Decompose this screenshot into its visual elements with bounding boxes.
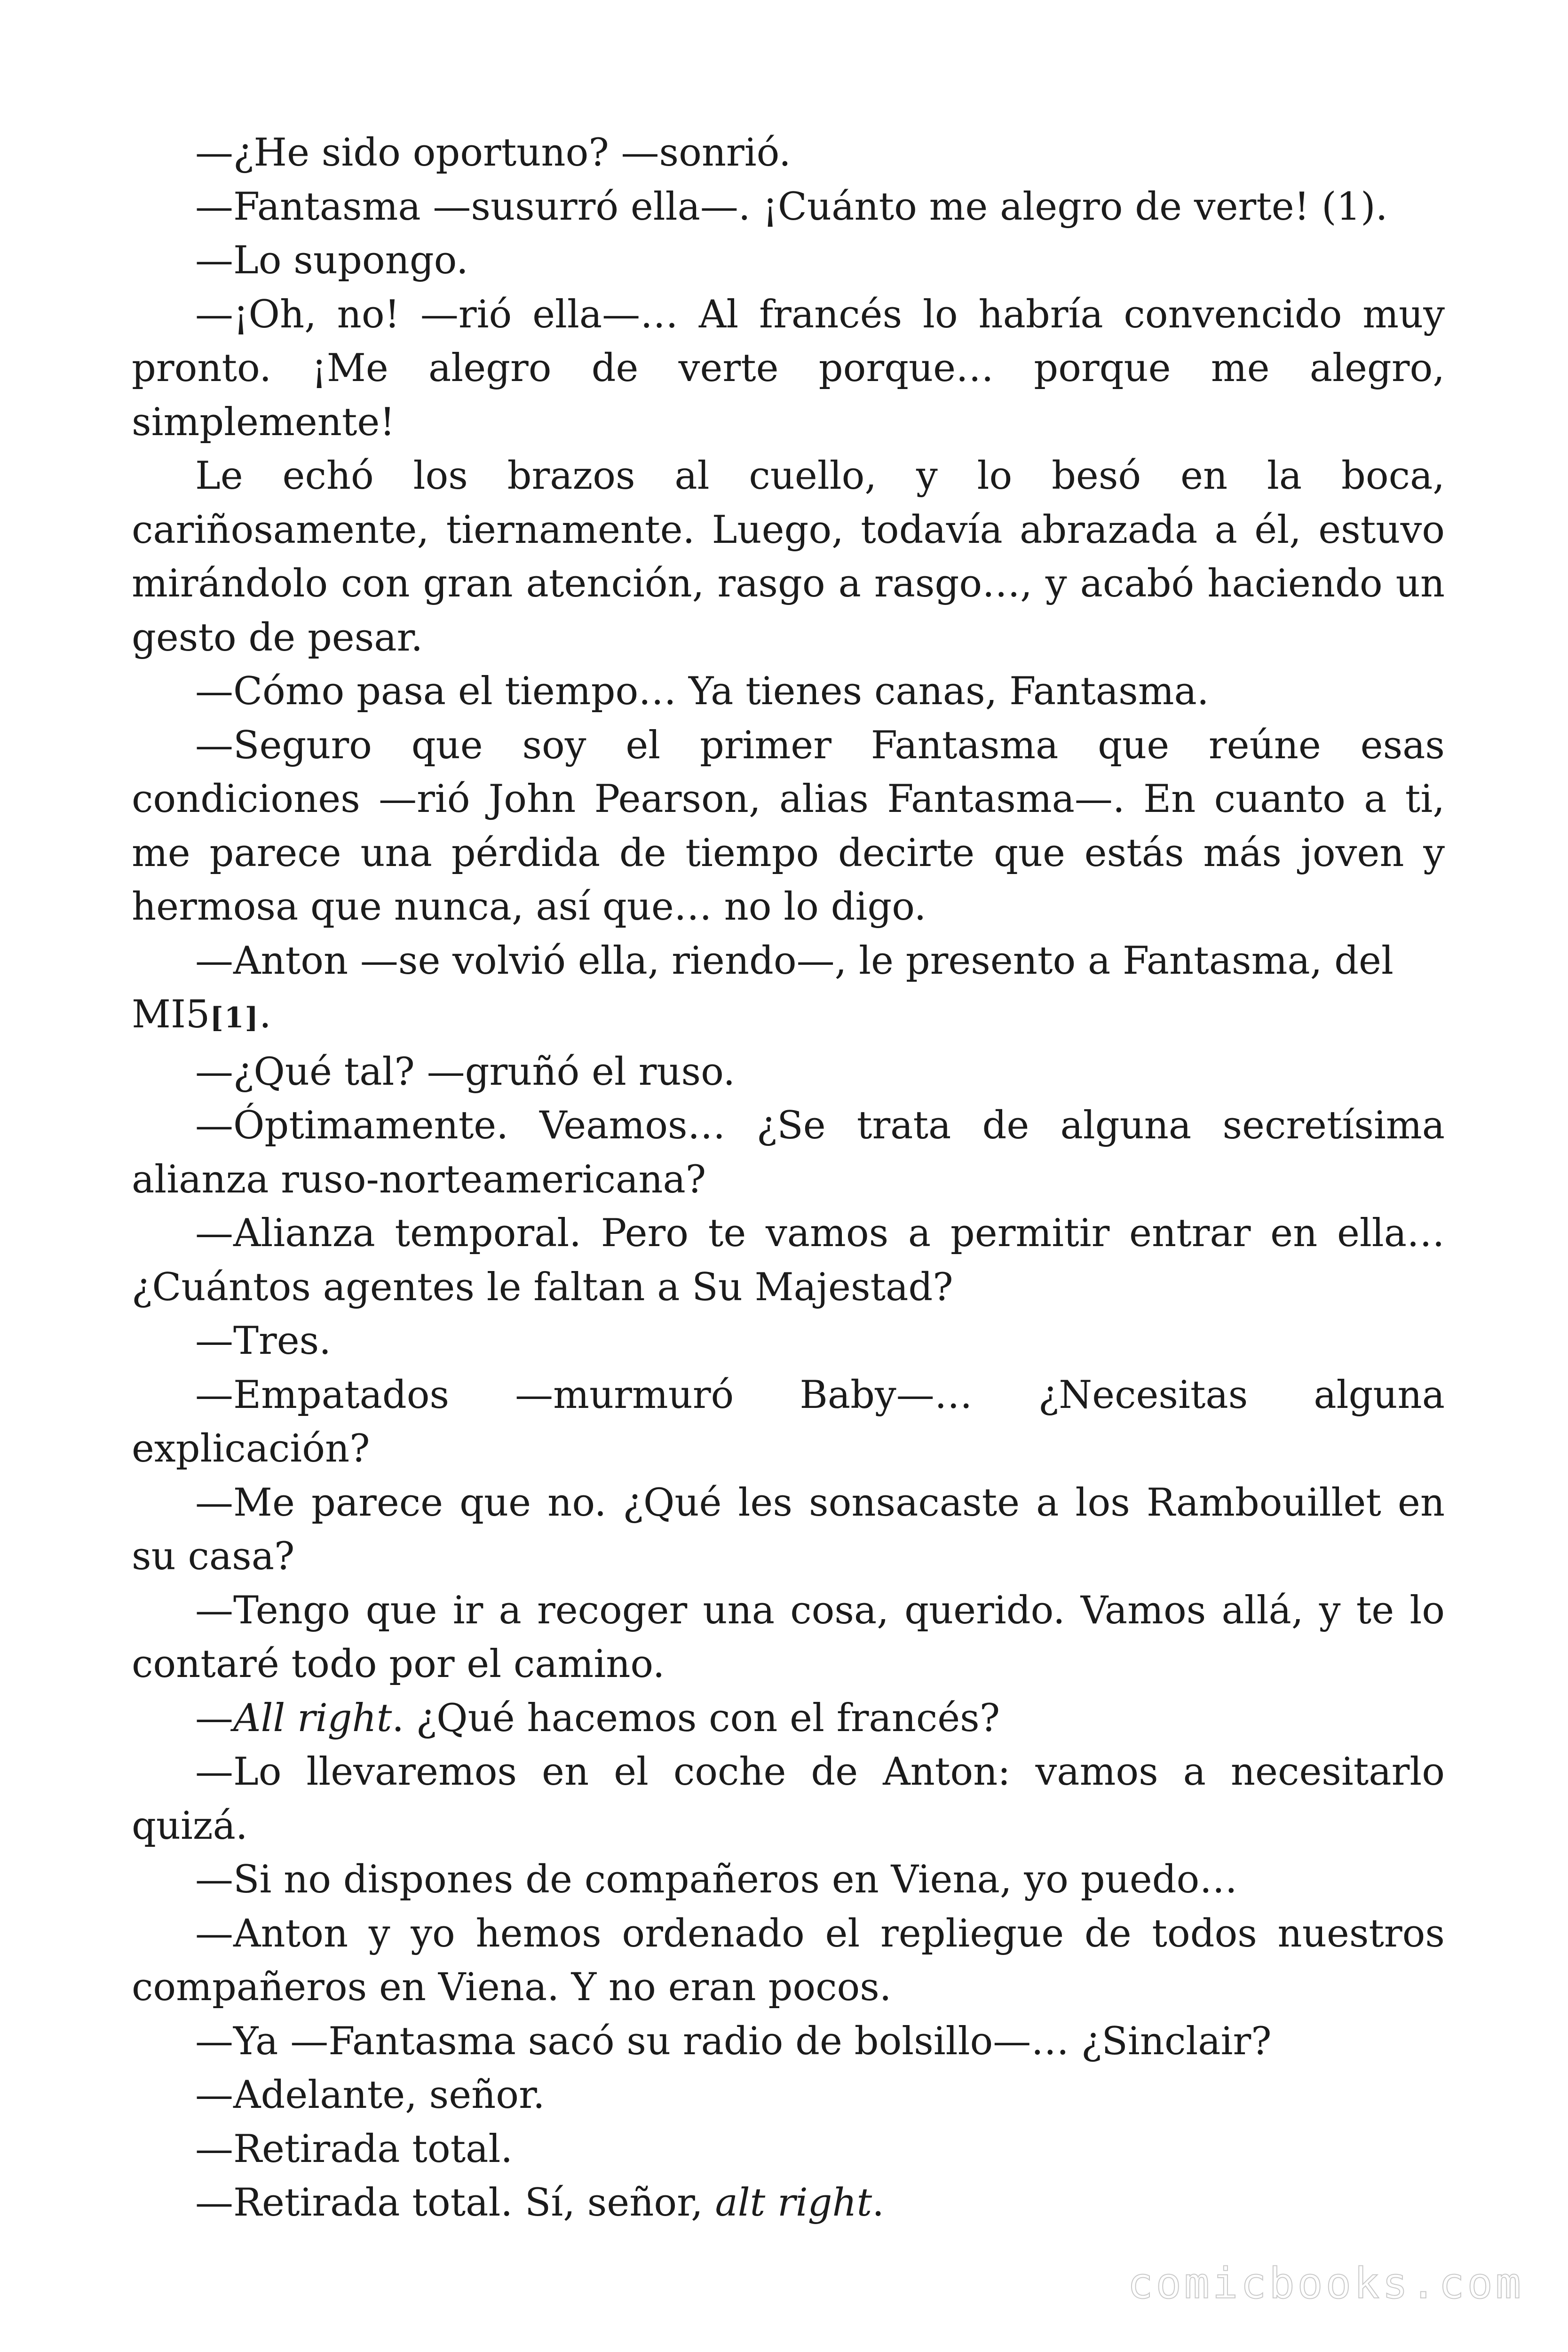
paragraph: —Retirada total. xyxy=(195,2127,513,2171)
paragraph-with-italic xyxy=(132,1692,1445,1746)
paragraph: —¡Oh, no! —rió ella—… Al francés lo habría convencido muy pronto. ¡Me alegro de verte porque… porque me alegro, simplemente! xyxy=(132,292,1445,445)
paragraph: —Ya —Fantasma sacó su radio de bolsillo—… ¿Sinclair? xyxy=(195,2019,1272,2064)
paragraph-text: —Anton —se volvió ella, riendo—, le presento a Fantasma, del MI5 xyxy=(132,938,1394,1037)
paragraph: —Lo llevaremos en el coche de Anton: vamos a necesitarlo quizá. xyxy=(132,1750,1445,1848)
paragraph: —Tres. xyxy=(195,1319,331,1363)
paragraph: —Alianza temporal. Pero te vamos a permitir entrar en ella… ¿Cuántos agentes le faltan a Su Majestad? xyxy=(132,1211,1445,1310)
paragraph-end: . xyxy=(259,993,271,1037)
paragraph: —¿He sido oportuno? —sonrió. xyxy=(195,131,791,175)
paragraph: —Si no dispones de compañeros en Viena, yo puedo… xyxy=(195,1858,1238,1902)
footnote-link[interactable]: [1] xyxy=(210,1001,260,1034)
paragraph: —Anton y yo hemos ordenado el repliegue de todos nuestros compañeros en Viena. Y no eran pocos. xyxy=(132,1911,1445,2010)
watermark: comicbooks.com xyxy=(1127,2259,1524,2308)
paragraph: —¿Qué tal? —gruñó el ruso. xyxy=(195,1049,736,1094)
paragraph-end: . xyxy=(872,2181,884,2225)
paragraph-text: . ¿Qué hacemos con el francés? xyxy=(392,1696,1000,1740)
italic-phrase: alt right xyxy=(715,2181,872,2225)
paragraph: —Fantasma —susurró ella—. ¡Cuánto me alegro de verte! (1). xyxy=(195,184,1388,229)
page-text xyxy=(132,126,1445,2230)
paragraph-text: —Retirada total. Sí, señor, xyxy=(195,2181,715,2225)
paragraph: —Óptimamente. Veamos… ¿Se trata de alguna secretísima alianza ruso-norteamericana? xyxy=(132,1104,1445,1202)
paragraph: Le echó los brazos al cuello, y lo besó en la boca, cariñosamente, tiernamente. Luego, todavía abrazada a él, estuvo mirándolo con gran atención, rasgo a rasgo…, y acabó haciendo un gesto de pesar. xyxy=(132,454,1445,660)
paragraph-with-note xyxy=(132,934,1445,1045)
paragraph: —Cómo pasa el tiempo… Ya tienes canas, Fantasma. xyxy=(195,669,1209,714)
paragraph: —Me parece que no. ¿Qué les sonsacaste a los Rambouillet en su casa? xyxy=(132,1480,1445,1579)
italic-phrase: All right xyxy=(233,1696,392,1740)
paragraph-with-italic xyxy=(132,2176,1445,2230)
paragraph: —Tengo que ir a recoger una cosa, querido. Vamos allá, y te lo contaré todo por el camino. xyxy=(132,1588,1445,1686)
paragraph: —Lo supongo. xyxy=(195,238,468,283)
paragraph: —Empatados —murmuró Baby—… ¿Necesitas alguna explicación? xyxy=(132,1373,1445,1471)
paragraph: —Seguro que soy el primer Fantasma que reúne esas condiciones —rió John Pearson, alias Fantasma—. En cuanto a ti, me parece una pérdida de tiempo decirte que estás más joven y hermosa que nunca, así que… no lo digo. xyxy=(132,723,1445,929)
paragraph: —Adelante, señor. xyxy=(195,2073,545,2117)
dash: — xyxy=(195,1696,233,1740)
